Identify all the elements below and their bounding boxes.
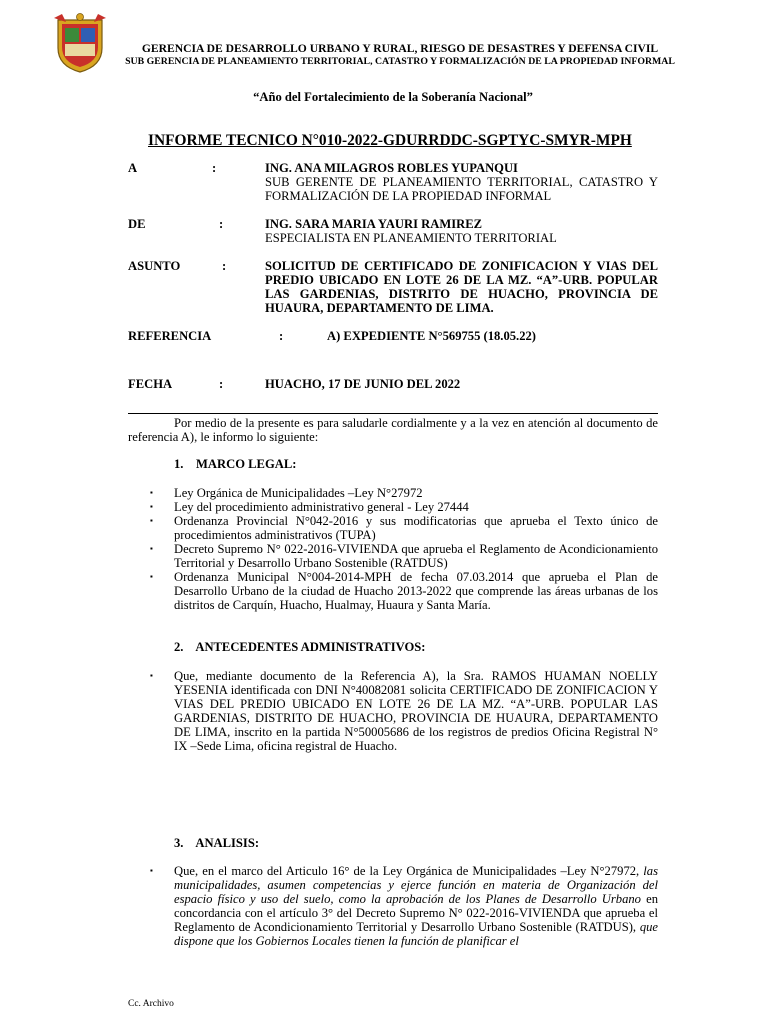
section-1-heading: 1. MARCO LEGAL: bbox=[174, 457, 297, 471]
to-role: SUB GERENTE DE PLANEAMIENTO TERRITORIAL, CATASTRO Y FORMALIZACIÓN DE LA PROPIEDAD INFORMAL bbox=[265, 175, 658, 203]
separator-line bbox=[128, 413, 658, 414]
from-name: ING. SARA MARIA YAURI RAMIREZ bbox=[265, 217, 483, 231]
from-colon: : bbox=[219, 217, 224, 231]
bullet-icon: ▪ bbox=[150, 671, 153, 680]
bullet-icon: ▪ bbox=[150, 544, 153, 553]
from-label: DE bbox=[128, 217, 146, 231]
analysis-text-1: Que, en el marco del Articulo 16° de la Ley Orgánica de Municipalidades –Ley N°27972, bbox=[174, 864, 644, 878]
legal-item: Decreto Supremo N° 022-2016-VIVIENDA que aprueba el Reglamento de Acondicionamiento Territorial y Desarrollo Urbano Sostenible (RATDUS) bbox=[174, 542, 658, 570]
header-department: GERENCIA DE DESARROLLO URBANO Y RURAL, RIESGO DE DESASTRES Y DEFENSA CIVIL bbox=[141, 42, 659, 55]
analysis-text-2: en concordancia con el artículo 3° del Decreto Supremo N° 022-2016-VIVIENDA que aprueba el Reglamento de Acondicionamiento Territorial y Desarrollo Urbano Sostenible (RATDUS), bbox=[174, 892, 658, 934]
bullet-icon: ▪ bbox=[150, 488, 153, 497]
intro-paragraph: Por medio de la presente es para saludarle cordialmente y a la vez en atención al documento de referencia A), le informo lo siguiente: bbox=[128, 416, 658, 444]
header-subdepartment: SUB GERENCIA DE PLANEAMIENTO TERRITORIAL, CATASTRO Y FORMALIZACIÓN DE LA PROPIEDAD INFORMAL bbox=[125, 56, 675, 67]
legal-item: Ordenanza Municipal N°004-2014-MPH de fecha 07.03.2014 que aprueba el Plan de Desarrollo Urbano de la ciudad de Huacho 2013-2022 que comprende las áreas urbanas de los distritos de Carquín, Huacho, Hualmay, Huaura y Santa María. bbox=[174, 570, 658, 612]
bullet-icon: ▪ bbox=[150, 516, 153, 525]
analysis-item bbox=[174, 864, 658, 948]
subject-label: ASUNTO bbox=[128, 259, 181, 273]
date-value: HUACHO, 17 DE JUNIO DEL 2022 bbox=[265, 377, 461, 391]
to-label: A bbox=[128, 161, 138, 175]
antecedent-item: Que, mediante documento de la Referencia A), la Sra. RAMOS HUAMAN NOELLY YESENIA identificada con DNI N°40082081 solicita CERTIFICADO DE ZONIFICACION Y VIAS DEL PREDIO UBICADO EN LOTE 26 DE LA MZ. “A”-URB. POPULAR LAS GARDENIAS, DISTRITO DE HUACHO, PROVINCIA DE HUAURA, DEPARTAMENTO DE LIMA, inscrito en la partida N°50005686 de los registros de predios Oficina Registral N° IX –Sede Lima, oficina registral de Huacho. bbox=[174, 669, 658, 753]
date-label: FECHA bbox=[128, 377, 173, 391]
subject-value: SOLICITUD DE CERTIFICADO DE ZONIFICACION Y VIAS DEL PREDIO UBICADO EN LOTE 26 DE LA MZ. “A”-URB. POPULAR LAS GARDENIAS, DISTRITO DE HUACHO, PROVINCIA DE HUAURA, DEPARTAMENTO DE LIMA. bbox=[265, 259, 658, 315]
legal-item: Ley del procedimiento administrativo general - Ley 27444 bbox=[174, 500, 469, 514]
year-motto: “Año del Fortalecimiento de la Soberanía Nacional” bbox=[253, 90, 533, 104]
from-role: ESPECIALISTA EN PLANEAMIENTO TERRITORIAL bbox=[265, 231, 557, 245]
to-colon: : bbox=[212, 161, 217, 175]
analysis-text-italic-1: las municipalidades, asumen competencias y ejerce función en materia de Organización del espacio físico y uso del suelo, como la aprobación de los Planes de Desarrollo Urbano bbox=[174, 864, 658, 906]
reference-colon: : bbox=[279, 329, 284, 343]
reference-value: A) EXPEDIENTE N°569755 (18.05.22) bbox=[327, 329, 536, 343]
legal-item: Ley Orgánica de Municipalidades –Ley N°27972 bbox=[174, 486, 423, 500]
municipal-seal-logo bbox=[52, 12, 108, 74]
subject-colon: : bbox=[222, 259, 227, 273]
bullet-icon: ▪ bbox=[150, 502, 153, 511]
section-2-heading: 2. ANTECEDENTES ADMINISTRATIVOS: bbox=[174, 640, 426, 654]
to-name: ING. ANA MILAGROS ROBLES YUPANQUI bbox=[265, 161, 518, 175]
legal-item: Ordenanza Provincial N°042-2016 y sus modificatorias que aprueba el Texto único de procedimientos administrativos (TUPA) bbox=[174, 514, 658, 542]
date-colon: : bbox=[219, 377, 224, 391]
footer-cc: Cc. Archivo bbox=[128, 999, 174, 1009]
bullet-icon: ▪ bbox=[150, 572, 153, 581]
reference-label: REFERENCIA bbox=[128, 329, 212, 343]
bullet-icon: ▪ bbox=[150, 866, 153, 875]
analysis-text-italic-2: que dispone que los Gobiernos Locales tienen la función de planificar el bbox=[174, 920, 658, 948]
section-3-heading: 3. ANALISIS: bbox=[174, 836, 260, 850]
report-title: INFORME TECNICO N°010-2022-GDURRDDC-SGPTYC-SMYR-MPH bbox=[148, 132, 632, 149]
